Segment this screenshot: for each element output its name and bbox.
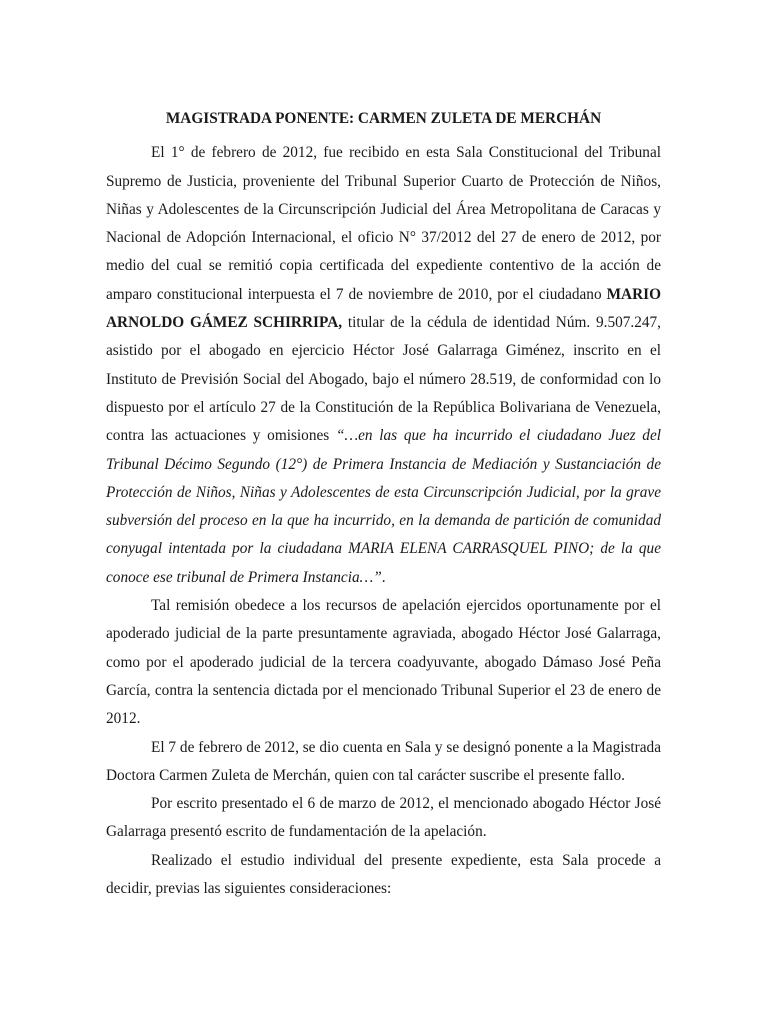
paragraph-5: Realizado el estudio individual del presente expediente, esta Sala procede a decidir, previas las siguientes consideraciones: <box>106 851 661 898</box>
paragraph-1-text-a: El 1° de febrero de 2012, fue recibido en esta Sala Constitucional del Tribunal Supremo de Justicia, proveniente del Tribunal Superior Cuarto de Protección de Niños, Niñas y Adolescentes de la Circunscripción Judicial del Área Metropolitana de Caracas y Nacional de Adopción Internacional, el oficio N° 37/2012 del 27 de enero de 2012, por medio del cual se remitió copia certificada del expediente contentivo de la acción de amparo constitucional interpuesta el 7 de noviembre de 2010, por el ciudadano <box>106 144 661 303</box>
paragraph-3: El 7 de febrero de 2012, se dio cuenta en Sala y se designó ponente a la Magistrada Doctora Carmen Zuleta de Merchán, quien con tal carácter suscribe el presente fallo. <box>106 738 661 784</box>
paragraph-2: Tal remisión obedece a los recursos de apelación ejercidos oportunamente por el apoderado judicial de la parte presuntamente agraviada, abogado Héctor José Galarraga, como por el apoderado judicial de la tercera coadyuvante, abogado Dámaso José Peña García, contra la sentencia dictada por el mencionado Tribunal Superior el 23 de enero de 2012. <box>106 597 661 728</box>
paragraph-1-text-b: titular de la cédula de identidad Núm. 9.507.247, asistido por el abogado en ejercicio Héctor José Galarraga Giménez, inscrito en el Instituto de Previsión Social del Abogado, bajo el número 28.519, de conformidad con lo dispuesto por el artículo 27 de la Constitución de la República Bolivariana de Venezuela, contra las actuaciones y omisiones <box>106 314 661 445</box>
petitioner-name: MARIO ARNOLDO GÁMEZ SCHIRRIPA, <box>106 285 661 332</box>
paragraph-1-quote: “…en las que ha incurrido el ciudadano Juez del Tribunal Décimo Segundo (12°) de Primera Instancia de Mediación y Sustanciación de Protección de Niños, Niñas y Adolescentes de esta Circunscripción Judicial, por la grave subversión del proceso en la que ha incurrido, en la demanda de partición de comunidad conyugal intentada por la ciudadana MARIA ELENA CARRASQUEL PINO; de la que conoce ese tribunal de Primera Instancia…” <box>106 427 662 586</box>
document-page <box>106 105 661 903</box>
paragraph-4: Por escrito presentado el 6 de marzo de 2012, el mencionado abogado Héctor José Galarraga presentó escrito de fundamentación de la apelación. <box>106 795 661 841</box>
paragraph-1 <box>106 139 661 592</box>
paragraph-1-end: . <box>381 568 386 586</box>
document-title: MAGISTRADA PONENTE: CARMEN ZULETA DE MERCHÁN <box>165 110 602 127</box>
